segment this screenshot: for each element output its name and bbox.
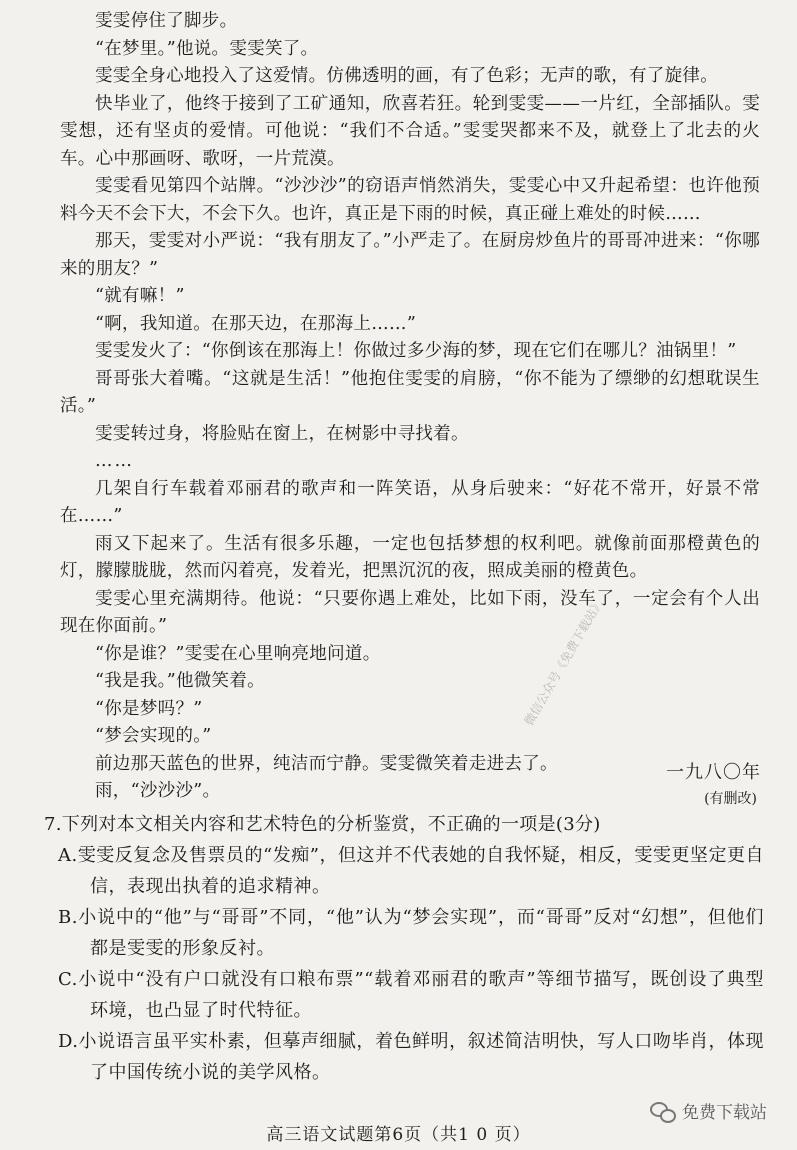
option-c: C.小说中“没有户口就没有口粮布票”“载着邓丽君的歌声”等细节描写，既创设了典型环境，也凸显了时代特征。 xyxy=(58,969,764,1021)
wechat-icon xyxy=(650,1100,676,1122)
story-date: 一九八〇年 xyxy=(666,762,761,783)
story-paragraph: 雯雯看见第四个站牌。“沙沙沙”的窃语声悄然消失，雯雯心中又升起希望：也许他预料今天不会下大，不会下久。也许，真正是下雨的时候，真正碰上难处的时候…… xyxy=(60,176,760,224)
story-paragraph: 雯雯心里充满期待。他说：“只要你遇上难处，比如下雨，没车了，一定会有个人出现在你面前。” xyxy=(60,588,760,636)
side-watermark: 微信公众号《免费下载站》 xyxy=(521,596,606,728)
question-7 xyxy=(44,810,764,1088)
story-paragraph: 雨又下起来了。生活有很多乐趣，一定也包括梦想的权利吧。就像前面那橙黄色的灯，朦朦胧胧，然而闪着亮，发着光，把黑沉沉的夜，照成美丽的橙黄色。 xyxy=(60,533,760,581)
option-b: B.小说中的“他”与“哥哥”不同，“他”认为“梦会实现”，而“哥哥”反对“幻想”，但他们都是雯雯的形象反衬。 xyxy=(58,907,764,959)
abridged-note: (有删改) xyxy=(704,791,757,807)
story-paragraph: 雯雯全身心地投入了这爱情。仿佛透明的画，有了色彩；无声的歌，有了旋律。 xyxy=(95,66,718,86)
story-paragraph: 前边那天蓝色的世界，纯洁而宁静。雯雯微笑着走进去了。 xyxy=(95,753,558,774)
option-d: D.小说语言虽平实朴素，但摹声细腻，着色鲜明，叙述简洁明快，写人口吻毕肖，体现了中国传统小说的美学风格。 xyxy=(58,1031,764,1083)
story-paragraph: “就有嘛！” xyxy=(95,286,185,306)
option-a: A.雯雯反复念及售票员的“发痴”，但这并不代表她的自我怀疑，相反，雯雯更坚定更自信，表现出执着的追求精神。 xyxy=(58,845,764,897)
story-paragraph: 几架自行车载着邓丽君的歌声和一阵笑语，从身后驶来：“好花不常开，好景不常在……” xyxy=(60,478,760,526)
story-paragraph: 雯雯发火了：“你倒该在那海上！你做过多少海的梦，现在它们在哪儿？油锅里！” xyxy=(95,341,737,361)
story-paragraph: 雯雯停住了脚步。 xyxy=(95,11,238,31)
story-paragraph: 那天，雯雯对小严说：“我有朋友了。”小严走了。在厨房炒鱼片的哥哥冲进来：“你哪来的朋友？” xyxy=(60,231,760,279)
story-paragraph: 哥哥张大着嘴。“这就是生活！”他抱住雯雯的肩膀，“你不能为了缥缈的幻想耽误生活。” xyxy=(60,368,760,416)
story-ellipsis: …… xyxy=(95,451,134,471)
story-text xyxy=(60,8,760,806)
story-paragraph: 雨，“沙沙沙”。 xyxy=(95,781,221,801)
story-paragraph: “啊，我知道。在那天边，在那海上……” xyxy=(95,313,417,334)
page-footer: 高三语文试题第6页（共1 0 页） xyxy=(266,1125,531,1145)
story-paragraph: “我是我。”他微笑着。 xyxy=(95,671,265,691)
badge-label: 免费下载站 xyxy=(682,1103,767,1123)
story-paragraph: “你是谁？”雯雯在心里响亮地问道。 xyxy=(95,643,381,664)
story-paragraph: “你是梦吗？” xyxy=(95,698,203,719)
story-paragraph: 雯雯转过身，将脸贴在窗上，在树影中寻找着。 xyxy=(95,423,469,444)
story-paragraph: “在梦里。”他说。雯雯笑了。 xyxy=(95,38,319,59)
question-stem: 7.下列对本文相关内容和艺术特色的分析鉴赏，不正确的一项是(3分) xyxy=(44,814,601,835)
story-paragraph: “梦会实现的。” xyxy=(95,726,212,746)
story-paragraph: 快毕业了，他终于接到了工矿通知，欣喜若狂。轮到雯雯——一片红，全部插队。雯雯想，还有坚贞的爱情。可他说：“我们不合适。”雯雯哭都来不及，就登上了北去的火车。心中那画呀、歌呀，一片荒漠。 xyxy=(60,93,760,169)
